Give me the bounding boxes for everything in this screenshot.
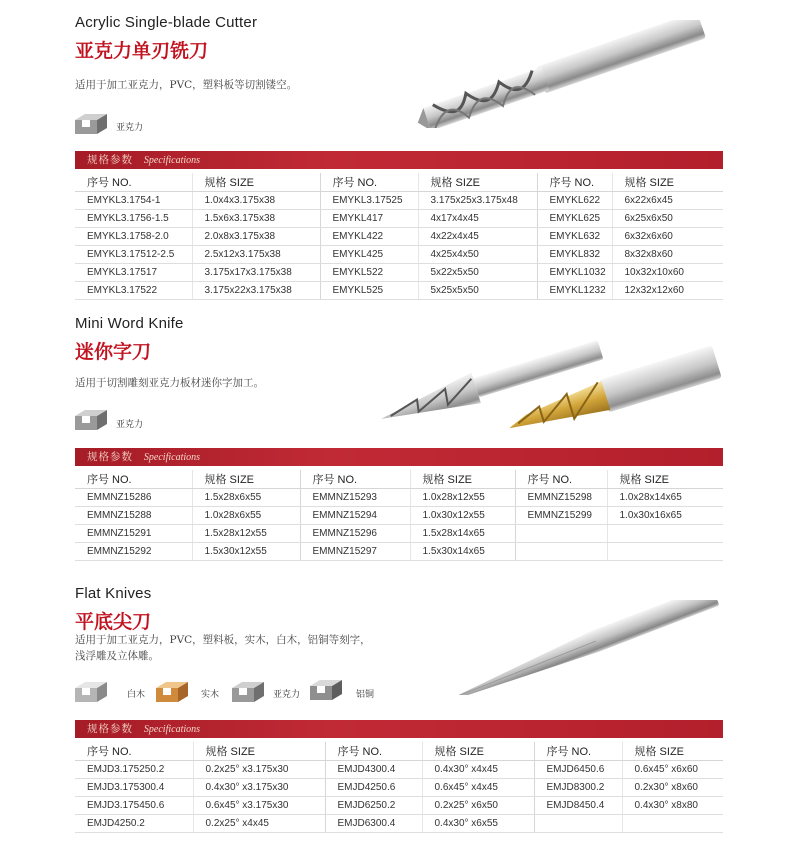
spec-header-cn: 规格参数 — [87, 154, 133, 166]
table-cell: EMMNZ15286 — [75, 489, 192, 507]
table-cell: EMJD6250.2 — [325, 797, 422, 815]
table-row — [75, 264, 723, 282]
table-cell: 0.4x30° x3.175x30 — [193, 779, 325, 797]
table-cell: EMMNZ15288 — [75, 507, 192, 525]
spec-header-en: Specifications — [143, 155, 201, 166]
table-cell — [607, 525, 723, 543]
table-cell: EMYKL3.1756-1.5 — [75, 210, 192, 228]
acrylic-block-icon — [73, 408, 111, 432]
spec-header-en: Specifications — [143, 452, 201, 463]
table-cell: EMJD4250.2 — [75, 815, 193, 833]
column-header: 规格 SIZE — [192, 173, 320, 192]
table-cell: 0.6x45° x4x45 — [422, 779, 534, 797]
table-cell: 1.5x6x3.175x38 — [192, 210, 320, 228]
table-cell: EMYKL1032 — [537, 264, 612, 282]
column-header: 序号 NO. — [325, 742, 422, 761]
table-cell: 1.0x30x12x55 — [410, 507, 515, 525]
table-cell: EMYKL3.1758-2.0 — [75, 228, 192, 246]
material-label: 亚克力 — [116, 122, 144, 132]
table-cell: EMYKL425 — [320, 246, 418, 264]
table-row — [75, 779, 723, 797]
section-title-en: Acrylic Single-blade Cutter — [75, 14, 258, 31]
table-cell: 1.0x30x16x65 — [607, 507, 723, 525]
column-header: 规格 SIZE — [192, 470, 300, 489]
table-cell: 5x25x5x50 — [418, 282, 537, 300]
table-cell: 4x25x4x50 — [418, 246, 537, 264]
table-cell — [534, 815, 622, 833]
column-header: 规格 SIZE — [193, 742, 325, 761]
table-cell: EMMNZ15296 — [300, 525, 410, 543]
table-cell: 1.0x28x6x55 — [192, 507, 300, 525]
table-cell: EMMNZ15294 — [300, 507, 410, 525]
table-cell: EMYKL525 — [320, 282, 418, 300]
section-title-cn: 平底尖刀 — [75, 611, 152, 633]
table-cell: EMJD4250.6 — [325, 779, 422, 797]
table-cell: 3.175x22x3.175x38 — [192, 282, 320, 300]
table-cell: EMYKL522 — [320, 264, 418, 282]
column-header: 序号 NO. — [515, 470, 607, 489]
table-cell — [515, 525, 607, 543]
table-row — [75, 797, 723, 815]
table-cell: 0.2x25° x6x50 — [422, 797, 534, 815]
table-cell: 0.6x45° x6x60 — [622, 761, 723, 779]
spec-table — [75, 742, 723, 833]
table-header-row — [75, 173, 723, 192]
aluminum-copper-block-icon — [308, 678, 346, 702]
table-cell: EMMNZ15293 — [300, 489, 410, 507]
table-row — [75, 192, 723, 210]
section-title-en: Flat Knives — [75, 585, 152, 602]
table-cell: EMMNZ15297 — [300, 543, 410, 561]
table-cell: 0.6x45° x3.175x30 — [193, 797, 325, 815]
column-header: 规格 SIZE — [607, 470, 723, 489]
table-cell: 0.2x30° x8x60 — [622, 779, 723, 797]
mini-word-knife-image — [355, 318, 725, 433]
section-description: 适用于切割雕刻亚克力板材迷你字加工。 — [75, 377, 264, 389]
column-header: 序号 NO. — [537, 173, 612, 192]
table-row — [75, 543, 723, 561]
table-cell: 3.175x25x3.175x48 — [418, 192, 537, 210]
table-cell: 6x22x6x45 — [612, 192, 723, 210]
table-header-row — [75, 742, 723, 761]
material-label: 实木 — [201, 689, 220, 699]
column-header: 序号 NO. — [320, 173, 418, 192]
table-row — [75, 489, 723, 507]
table-cell: EMYKL3.17517 — [75, 264, 192, 282]
table-cell: EMMNZ15292 — [75, 543, 192, 561]
table-cell: EMYKL625 — [537, 210, 612, 228]
table-cell: 8x32x8x60 — [612, 246, 723, 264]
table-cell: EMJD8300.2 — [534, 779, 622, 797]
table-cell: 0.4x30° x8x80 — [622, 797, 723, 815]
table-cell: 0.2x25° x3.175x30 — [193, 761, 325, 779]
table-cell: EMYKL3.17522 — [75, 282, 192, 300]
material-label: 白木 — [127, 689, 146, 699]
table-cell: EMYKL3.17525 — [320, 192, 418, 210]
section-title-en: Mini Word Knife — [75, 315, 184, 332]
flat-knife-image — [425, 600, 725, 695]
table-cell: EMYKL1232 — [537, 282, 612, 300]
column-header: 序号 NO. — [75, 470, 192, 489]
solid-wood-block-icon — [154, 680, 192, 704]
table-cell: 5x22x5x50 — [418, 264, 537, 282]
table-cell: EMJD6300.4 — [325, 815, 422, 833]
table-cell: EMJD4300.4 — [325, 761, 422, 779]
spec-table — [75, 173, 723, 300]
table-cell: 1.0x28x14x65 — [607, 489, 723, 507]
table-cell: 1.5x28x12x55 — [192, 525, 300, 543]
spec-header-bar — [75, 720, 723, 738]
section-title-cn: 迷你字刀 — [75, 341, 152, 363]
table-cell: 4x22x4x45 — [418, 228, 537, 246]
table-cell: EMMNZ15298 — [515, 489, 607, 507]
material-label: 亚克力 — [116, 419, 144, 429]
table-cell: 4x17x4x45 — [418, 210, 537, 228]
table-cell — [515, 543, 607, 561]
table-cell: EMYKL622 — [537, 192, 612, 210]
table-cell: 1.0x4x3.175x38 — [192, 192, 320, 210]
column-header: 规格 SIZE — [418, 173, 537, 192]
table-cell: 1.0x28x12x55 — [410, 489, 515, 507]
table-cell: 12x32x12x60 — [612, 282, 723, 300]
acrylic-block-icon — [73, 112, 111, 136]
table-row — [75, 246, 723, 264]
table-cell: EMYKL417 — [320, 210, 418, 228]
table-row — [75, 210, 723, 228]
table-cell: 0.2x25° x4x45 — [193, 815, 325, 833]
column-header: 序号 NO. — [534, 742, 622, 761]
table-cell: 3.175x17x3.175x38 — [192, 264, 320, 282]
spec-table — [75, 470, 723, 561]
table-cell — [607, 543, 723, 561]
single-blade-cutter-image — [410, 20, 720, 128]
section-description: 适用于加工亚克力，PVC，塑料板等切割镂空。 — [75, 79, 298, 91]
column-header: 规格 SIZE — [622, 742, 723, 761]
table-cell: 10x32x10x60 — [612, 264, 723, 282]
table-cell: 2.0x8x3.175x38 — [192, 228, 320, 246]
spec-header-cn: 规格参数 — [87, 451, 133, 463]
table-cell: EMMNZ15299 — [515, 507, 607, 525]
column-header: 序号 NO. — [75, 173, 192, 192]
table-cell: EMYKL3.17512-2.5 — [75, 246, 192, 264]
table-cell: EMJD6450.6 — [534, 761, 622, 779]
table-cell: EMJD3.175300.4 — [75, 779, 193, 797]
table-cell: 0.4x30° x4x45 — [422, 761, 534, 779]
column-header: 规格 SIZE — [612, 173, 723, 192]
table-cell: 2.5x12x3.175x38 — [192, 246, 320, 264]
table-cell: EMYKL3.1754-1 — [75, 192, 192, 210]
table-cell: EMJD3.175450.6 — [75, 797, 193, 815]
column-header: 序号 NO. — [75, 742, 193, 761]
table-cell: 6x25x6x50 — [612, 210, 723, 228]
table-cell: EMYKL632 — [537, 228, 612, 246]
table-row — [75, 761, 723, 779]
table-cell: 1.5x30x14x65 — [410, 543, 515, 561]
section-description-line2: 浅浮雕及立体雕。 — [75, 650, 159, 662]
column-header: 规格 SIZE — [410, 470, 515, 489]
table-cell: EMJD3.175250.2 — [75, 761, 193, 779]
table-header-row — [75, 470, 723, 489]
column-header: 序号 NO. — [300, 470, 410, 489]
section-title-cn: 亚克力单刃铣刀 — [75, 40, 209, 62]
spec-header-bar — [75, 151, 723, 169]
white-wood-block-icon — [73, 680, 111, 704]
spec-header-en: Specifications — [143, 724, 201, 735]
material-label: 铝铜 — [356, 689, 375, 699]
table-cell: 0.4x30° x6x55 — [422, 815, 534, 833]
spec-header-cn: 规格参数 — [87, 723, 133, 735]
column-header: 规格 SIZE — [422, 742, 534, 761]
table-cell: EMJD8450.4 — [534, 797, 622, 815]
table-row — [75, 282, 723, 300]
table-cell: 1.5x28x6x55 — [192, 489, 300, 507]
table-row — [75, 525, 723, 543]
table-cell: 1.5x30x12x55 — [192, 543, 300, 561]
table-row — [75, 507, 723, 525]
acrylic-block-icon — [230, 680, 268, 704]
table-cell: EMMNZ15291 — [75, 525, 192, 543]
table-cell: EMYKL422 — [320, 228, 418, 246]
table-cell: EMYKL832 — [537, 246, 612, 264]
table-cell — [622, 815, 723, 833]
material-label: 亚克力 — [273, 689, 301, 699]
table-row — [75, 228, 723, 246]
spec-header-bar — [75, 448, 723, 466]
table-row — [75, 815, 723, 833]
table-cell: 1.5x28x14x65 — [410, 525, 515, 543]
section-description: 适用于加工亚克力，PVC，塑料板，实木，白木，铝铜等刻字， — [75, 634, 371, 646]
table-cell: 6x32x6x60 — [612, 228, 723, 246]
